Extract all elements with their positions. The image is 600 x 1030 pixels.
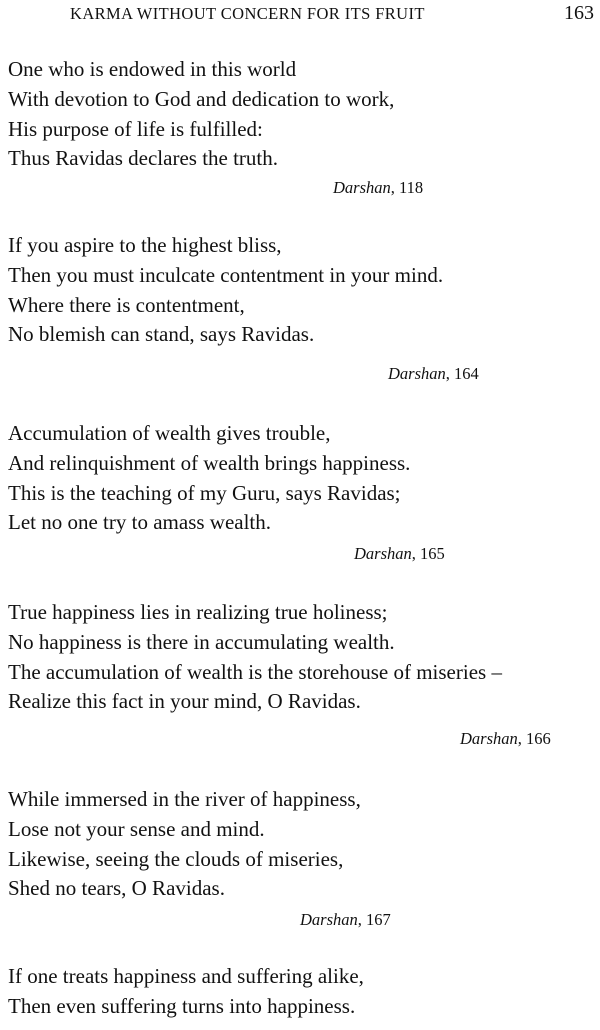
stanza-5 bbox=[8, 785, 598, 904]
verse-line: Lose not your sense and mind. bbox=[8, 816, 265, 841]
verse-line: No blemish can stand, says Ravidas. bbox=[8, 322, 315, 347]
verse-line: His purpose of life is fulfilled: bbox=[8, 116, 263, 141]
citation-ref: , 165 bbox=[411, 544, 445, 563]
citation-work: Darshan bbox=[354, 544, 412, 563]
stanza-6 bbox=[8, 962, 598, 1022]
verse-line: If you aspire to the highest bliss, bbox=[8, 233, 282, 257]
verse-line: The accumulation of wealth is the storehouse of miseries – bbox=[8, 659, 502, 684]
stanza-4 bbox=[8, 598, 598, 717]
verse-line: And relinquishment of wealth brings happiness. bbox=[8, 450, 411, 475]
citation bbox=[388, 364, 479, 384]
verse-line: With devotion to God and dedication to work, bbox=[8, 86, 395, 111]
verse-line: Realize this fact in your mind, O Ravidas. bbox=[8, 689, 361, 714]
verse-line: True happiness lies in realizing true holiness; bbox=[8, 600, 388, 624]
stanza-1 bbox=[8, 55, 598, 174]
citation-ref: , 167 bbox=[357, 910, 391, 929]
verse-line: Where there is contentment, bbox=[8, 292, 245, 317]
verse-line: Likewise, seeing the clouds of miseries, bbox=[8, 846, 344, 871]
citation-ref: , 164 bbox=[445, 364, 479, 383]
verse-line: Then even suffering turns into happiness. bbox=[8, 993, 356, 1018]
running-title: KARMA WITHOUT CONCERN FOR ITS FRUIT bbox=[70, 4, 425, 23]
running-head bbox=[0, 2, 600, 28]
citation-ref: , 118 bbox=[390, 178, 424, 197]
verse-line: No happiness is there in accumulating wealth. bbox=[8, 629, 395, 654]
citation bbox=[460, 729, 551, 749]
verse-line: Then you must inculcate contentment in your mind. bbox=[8, 262, 444, 287]
verse-line: Shed no tears, O Ravidas. bbox=[8, 876, 225, 901]
verse-line: One who is endowed in this world bbox=[8, 57, 297, 81]
verse-line: Thus Ravidas declares the truth. bbox=[8, 146, 279, 171]
citation-work: Darshan bbox=[333, 178, 391, 197]
citation-work: Darshan bbox=[388, 364, 446, 383]
page-number: 163 bbox=[564, 2, 594, 24]
citation-ref: , 166 bbox=[517, 729, 551, 748]
verse-line: While immersed in the river of happiness, bbox=[8, 787, 361, 811]
verse-line: Accumulation of wealth gives trouble, bbox=[8, 421, 331, 445]
stanza-2 bbox=[8, 231, 598, 350]
verse-line: This is the teaching of my Guru, says Ravidas; bbox=[8, 480, 401, 505]
citation-work: Darshan bbox=[300, 910, 358, 929]
verse-line: Let no one try to amass wealth. bbox=[8, 510, 272, 535]
citation bbox=[300, 910, 391, 930]
citation-work: Darshan bbox=[460, 729, 518, 748]
stanza-3 bbox=[8, 419, 598, 538]
citation bbox=[333, 178, 423, 198]
citation bbox=[354, 544, 445, 564]
verse-line: If one treats happiness and suffering alike, bbox=[8, 964, 364, 988]
